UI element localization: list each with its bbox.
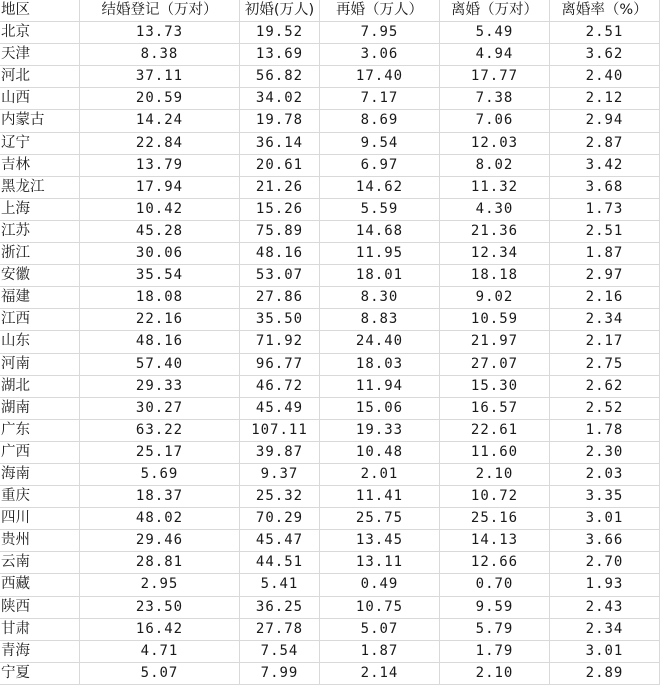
table-row (0, 243, 660, 265)
table-row (0, 331, 660, 353)
value-cell[interactable]: 7.54 (240, 641, 320, 662)
value-cell[interactable]: 17.40 (320, 66, 440, 87)
table-row (0, 530, 660, 552)
table-row (0, 44, 660, 66)
table-row (0, 88, 660, 110)
region-cell[interactable]: 江苏 (0, 221, 80, 242)
value-cell[interactable]: 2.62 (550, 376, 660, 397)
value-cell[interactable]: 45.28 (80, 221, 240, 242)
value-cell[interactable]: 8.30 (320, 287, 440, 308)
value-cell[interactable]: 29.33 (80, 376, 240, 397)
value-cell[interactable]: 3.68 (550, 177, 660, 198)
region-cell[interactable]: 山东 (0, 331, 80, 352)
value-cell[interactable]: 5.79 (440, 619, 550, 640)
value-cell[interactable]: 25.32 (240, 486, 320, 507)
value-cell[interactable]: 20.59 (80, 88, 240, 109)
value-cell[interactable]: 3.62 (550, 44, 660, 65)
table-row (0, 552, 660, 574)
table-row (0, 641, 660, 663)
value-cell[interactable]: 2.03 (550, 464, 660, 485)
value-cell[interactable]: 35.50 (240, 309, 320, 330)
header-cell[interactable]: 地区 (0, 0, 80, 21)
value-cell[interactable]: 63.22 (80, 420, 240, 441)
value-cell[interactable]: 3.06 (320, 44, 440, 65)
table-row (0, 309, 660, 331)
table-row (0, 574, 660, 596)
table-row (0, 420, 660, 442)
value-cell[interactable]: 14.24 (80, 110, 240, 131)
region-cell[interactable]: 安徽 (0, 265, 80, 286)
value-cell[interactable]: 19.78 (240, 110, 320, 131)
value-cell[interactable]: 17.77 (440, 66, 550, 87)
value-cell[interactable]: 25.17 (80, 442, 240, 463)
value-cell[interactable]: 2.87 (550, 133, 660, 154)
value-cell[interactable]: 2.34 (550, 619, 660, 640)
table-row (0, 221, 660, 243)
value-cell[interactable]: 11.32 (440, 177, 550, 198)
value-cell[interactable]: 18.08 (80, 287, 240, 308)
value-cell[interactable]: 6.97 (320, 155, 440, 176)
value-cell[interactable]: 2.89 (550, 663, 660, 684)
value-cell[interactable]: 3.01 (550, 508, 660, 529)
value-cell[interactable]: 10.42 (80, 199, 240, 220)
value-cell[interactable]: 18.18 (440, 265, 550, 286)
value-cell[interactable]: 21.97 (440, 331, 550, 352)
table-row (0, 486, 660, 508)
region-cell[interactable]: 重庆 (0, 486, 80, 507)
value-cell[interactable]: 7.06 (440, 110, 550, 131)
value-cell[interactable]: 25.16 (440, 508, 550, 529)
value-cell[interactable]: 29.46 (80, 530, 240, 551)
value-cell[interactable]: 45.47 (240, 530, 320, 551)
value-cell[interactable]: 35.54 (80, 265, 240, 286)
value-cell[interactable]: 4.94 (440, 44, 550, 65)
region-cell[interactable]: 河北 (0, 66, 80, 87)
value-cell[interactable]: 36.25 (240, 597, 320, 618)
value-cell[interactable]: 37.11 (80, 66, 240, 87)
value-cell[interactable]: 75.89 (240, 221, 320, 242)
value-cell[interactable]: 9.37 (240, 464, 320, 485)
value-cell[interactable]: 15.06 (320, 398, 440, 419)
region-cell[interactable]: 四川 (0, 508, 80, 529)
table-row (0, 177, 660, 199)
value-cell[interactable]: 3.01 (550, 641, 660, 662)
value-cell[interactable]: 16.57 (440, 398, 550, 419)
value-cell[interactable]: 21.26 (240, 177, 320, 198)
region-cell[interactable]: 山西 (0, 88, 80, 109)
value-cell[interactable]: 46.72 (240, 376, 320, 397)
table-row (0, 22, 660, 44)
region-cell[interactable]: 吉林 (0, 155, 80, 176)
region-cell[interactable]: 浙江 (0, 243, 80, 264)
value-cell[interactable]: 5.49 (440, 22, 550, 43)
table-row (0, 398, 660, 420)
value-cell[interactable]: 21.36 (440, 221, 550, 242)
table-row (0, 66, 660, 88)
value-cell[interactable]: 39.87 (240, 442, 320, 463)
value-cell[interactable]: 48.16 (240, 243, 320, 264)
value-cell[interactable]: 20.61 (240, 155, 320, 176)
value-cell[interactable]: 12.34 (440, 243, 550, 264)
region-cell[interactable]: 江西 (0, 309, 80, 330)
value-cell[interactable]: 48.02 (80, 508, 240, 529)
value-cell[interactable]: 2.40 (550, 66, 660, 87)
value-cell[interactable]: 56.82 (240, 66, 320, 87)
value-cell[interactable]: 2.16 (550, 287, 660, 308)
value-cell[interactable]: 18.37 (80, 486, 240, 507)
value-cell[interactable]: 15.30 (440, 376, 550, 397)
value-cell[interactable]: 57.40 (80, 354, 240, 375)
header-cell[interactable]: 结婚登记（万对） (80, 0, 240, 21)
value-cell[interactable]: 11.95 (320, 243, 440, 264)
value-cell[interactable]: 96.77 (240, 354, 320, 375)
region-cell[interactable]: 海南 (0, 464, 80, 485)
value-cell[interactable]: 10.72 (440, 486, 550, 507)
value-cell[interactable]: 2.30 (550, 442, 660, 463)
value-cell[interactable]: 3.35 (550, 486, 660, 507)
value-cell[interactable]: 2.10 (440, 663, 550, 684)
value-cell[interactable]: 11.60 (440, 442, 550, 463)
header-cell[interactable]: 初婚(万人) (240, 0, 320, 21)
value-cell[interactable]: 4.30 (440, 199, 550, 220)
value-cell[interactable]: 2.12 (550, 88, 660, 109)
value-cell[interactable]: 2.51 (550, 22, 660, 43)
value-cell[interactable]: 107.11 (240, 420, 320, 441)
value-cell[interactable]: 5.07 (80, 663, 240, 684)
region-cell[interactable]: 辽宁 (0, 133, 80, 154)
value-cell[interactable]: 10.48 (320, 442, 440, 463)
value-cell[interactable]: 8.38 (80, 44, 240, 65)
table-row (0, 199, 660, 221)
value-cell[interactable]: 17.94 (80, 177, 240, 198)
region-cell[interactable]: 内蒙古 (0, 110, 80, 131)
value-cell[interactable]: 2.51 (550, 221, 660, 242)
value-cell[interactable]: 53.07 (240, 265, 320, 286)
region-cell[interactable]: 陕西 (0, 597, 80, 618)
header-cell[interactable]: 再婚（万人） (320, 0, 440, 21)
value-cell[interactable]: 22.61 (440, 420, 550, 441)
value-cell[interactable]: 2.75 (550, 354, 660, 375)
value-cell[interactable]: 11.94 (320, 376, 440, 397)
value-cell[interactable]: 10.59 (440, 309, 550, 330)
table-row (0, 376, 660, 398)
header-cell[interactable]: 离婚（万对） (440, 0, 550, 21)
region-cell[interactable]: 河南 (0, 354, 80, 375)
value-cell[interactable]: 13.45 (320, 530, 440, 551)
value-cell[interactable]: 22.84 (80, 133, 240, 154)
value-cell[interactable]: 8.02 (440, 155, 550, 176)
region-cell[interactable]: 天津 (0, 44, 80, 65)
value-cell[interactable]: 0.49 (320, 574, 440, 595)
value-cell[interactable]: 1.93 (550, 574, 660, 595)
value-cell[interactable]: 7.95 (320, 22, 440, 43)
value-cell[interactable]: 2.97 (550, 265, 660, 286)
value-cell[interactable]: 1.79 (440, 641, 550, 662)
table-row (0, 597, 660, 619)
value-cell[interactable]: 2.94 (550, 110, 660, 131)
value-cell[interactable]: 22.16 (80, 309, 240, 330)
region-cell[interactable]: 上海 (0, 199, 80, 220)
value-cell[interactable]: 2.95 (80, 574, 240, 595)
value-cell[interactable]: 34.02 (240, 88, 320, 109)
table-row (0, 442, 660, 464)
region-cell[interactable]: 北京 (0, 22, 80, 43)
region-cell[interactable]: 云南 (0, 552, 80, 573)
value-cell[interactable]: 71.92 (240, 331, 320, 352)
table-header-row (0, 0, 660, 22)
table-row (0, 287, 660, 309)
value-cell[interactable]: 36.14 (240, 133, 320, 154)
region-cell[interactable]: 湖北 (0, 376, 80, 397)
region-cell[interactable]: 黑龙江 (0, 177, 80, 198)
value-cell[interactable]: 8.69 (320, 110, 440, 131)
value-cell[interactable]: 7.99 (240, 663, 320, 684)
value-cell[interactable]: 25.75 (320, 508, 440, 529)
table-row (0, 619, 660, 641)
value-cell[interactable]: 2.14 (320, 663, 440, 684)
value-cell[interactable]: 14.68 (320, 221, 440, 242)
value-cell[interactable]: 13.69 (240, 44, 320, 65)
region-cell[interactable]: 甘肃 (0, 619, 80, 640)
region-cell[interactable]: 西藏 (0, 574, 80, 595)
value-cell[interactable]: 27.07 (440, 354, 550, 375)
table-row (0, 155, 660, 177)
value-cell[interactable]: 2.17 (550, 331, 660, 352)
value-cell[interactable]: 5.59 (320, 199, 440, 220)
value-cell[interactable]: 9.59 (440, 597, 550, 618)
value-cell[interactable]: 1.87 (550, 243, 660, 264)
value-cell[interactable]: 1.87 (320, 641, 440, 662)
table-row (0, 464, 660, 486)
value-cell[interactable]: 44.51 (240, 552, 320, 573)
value-cell[interactable]: 30.27 (80, 398, 240, 419)
value-cell[interactable]: 13.79 (80, 155, 240, 176)
value-cell[interactable]: 27.78 (240, 619, 320, 640)
value-cell[interactable]: 13.73 (80, 22, 240, 43)
value-cell[interactable]: 30.06 (80, 243, 240, 264)
value-cell[interactable]: 7.38 (440, 88, 550, 109)
region-cell[interactable]: 贵州 (0, 530, 80, 551)
value-cell[interactable]: 9.54 (320, 133, 440, 154)
value-cell[interactable]: 13.11 (320, 552, 440, 573)
value-cell[interactable]: 3.42 (550, 155, 660, 176)
value-cell[interactable]: 2.34 (550, 309, 660, 330)
value-cell[interactable]: 9.02 (440, 287, 550, 308)
value-cell[interactable]: 2.01 (320, 464, 440, 485)
value-cell[interactable]: 16.42 (80, 619, 240, 640)
value-cell[interactable]: 7.17 (320, 88, 440, 109)
table-row (0, 663, 660, 685)
region-cell[interactable]: 广西 (0, 442, 80, 463)
value-cell[interactable]: 15.26 (240, 199, 320, 220)
value-cell[interactable]: 10.75 (320, 597, 440, 618)
region-cell[interactable]: 宁夏 (0, 663, 80, 684)
value-cell[interactable]: 12.03 (440, 133, 550, 154)
value-cell[interactable]: 5.41 (240, 574, 320, 595)
value-cell[interactable]: 4.71 (80, 641, 240, 662)
header-cell[interactable]: 离婚率（%） (550, 0, 660, 21)
value-cell[interactable]: 14.62 (320, 177, 440, 198)
value-cell[interactable]: 14.13 (440, 530, 550, 551)
value-cell[interactable]: 19.52 (240, 22, 320, 43)
value-cell[interactable]: 2.10 (440, 464, 550, 485)
value-cell[interactable]: 11.41 (320, 486, 440, 507)
value-cell[interactable]: 19.33 (320, 420, 440, 441)
value-cell[interactable]: 2.52 (550, 398, 660, 419)
value-cell[interactable]: 5.07 (320, 619, 440, 640)
table-body (0, 22, 660, 685)
value-cell[interactable]: 8.83 (320, 309, 440, 330)
value-cell[interactable]: 1.78 (550, 420, 660, 441)
value-cell[interactable]: 70.29 (240, 508, 320, 529)
value-cell[interactable]: 18.03 (320, 354, 440, 375)
table-row (0, 265, 660, 287)
value-cell[interactable]: 5.69 (80, 464, 240, 485)
table-row (0, 354, 660, 376)
region-cell[interactable]: 福建 (0, 287, 80, 308)
value-cell[interactable]: 2.43 (550, 597, 660, 618)
value-cell[interactable]: 27.86 (240, 287, 320, 308)
value-cell[interactable]: 1.73 (550, 199, 660, 220)
table-row (0, 110, 660, 132)
value-cell[interactable]: 18.01 (320, 265, 440, 286)
table-row (0, 508, 660, 530)
value-cell[interactable]: 45.49 (240, 398, 320, 419)
region-cell[interactable]: 湖南 (0, 398, 80, 419)
value-cell[interactable]: 0.70 (440, 574, 550, 595)
value-cell[interactable]: 12.66 (440, 552, 550, 573)
table-row (0, 133, 660, 155)
value-cell[interactable]: 28.81 (80, 552, 240, 573)
value-cell[interactable]: 3.66 (550, 530, 660, 551)
region-cell[interactable]: 广东 (0, 420, 80, 441)
value-cell[interactable]: 48.16 (80, 331, 240, 352)
region-cell[interactable]: 青海 (0, 641, 80, 662)
value-cell[interactable]: 2.70 (550, 552, 660, 573)
value-cell[interactable]: 24.40 (320, 331, 440, 352)
value-cell[interactable]: 23.50 (80, 597, 240, 618)
